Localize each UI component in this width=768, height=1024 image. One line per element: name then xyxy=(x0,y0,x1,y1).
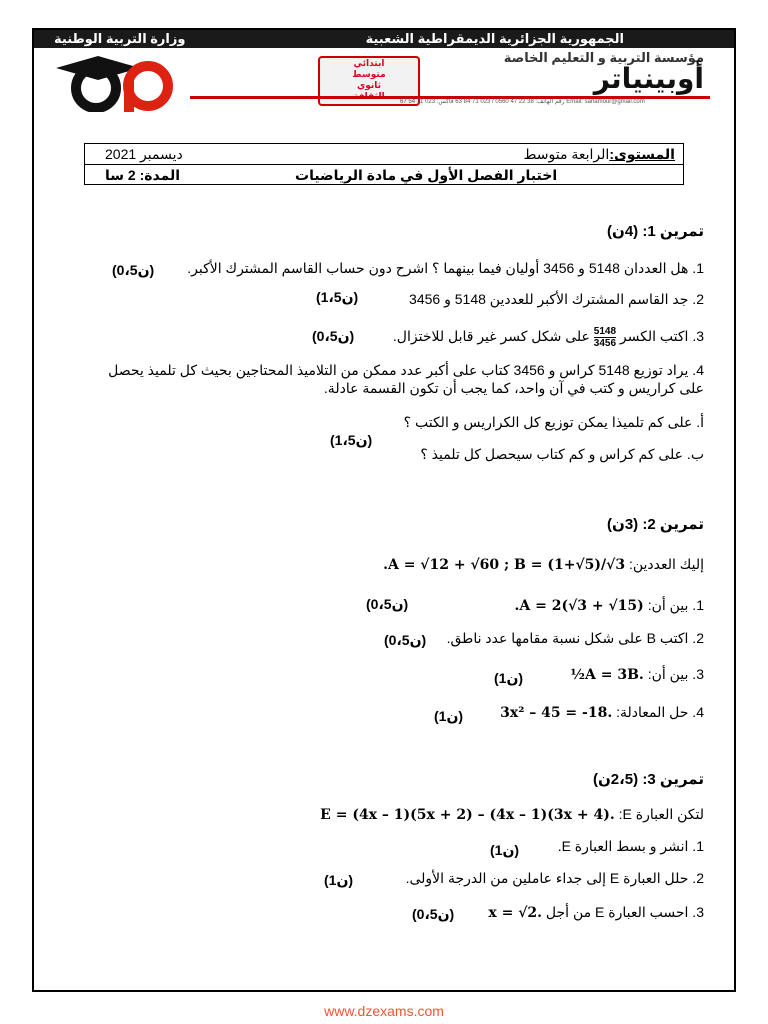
ex1-q3-points: (0،5ن) xyxy=(312,328,355,344)
footer-link[interactable]: www.dzexams.com xyxy=(324,1003,444,1019)
ex2-intro: إليك العددين: .A = √12 + √60 ; B = (1+√5)/√3 xyxy=(383,556,704,573)
ex2-numbers: .A = √12 + √60 ; B = (1+√5)/√3 xyxy=(383,557,626,573)
info-row xyxy=(85,165,683,185)
duration-value: 2 سا xyxy=(105,167,136,183)
school-logo xyxy=(52,50,182,112)
ex1-question-4-line-2: على كراريس و كتب في آن واحد، كما يجب أن تكون القسمة عادلة. xyxy=(323,380,704,396)
contact-info: رقم الهاتف: 38 22 47 0560 / 023 71 84 63 فاكس: 023 71 54 67 Email: sarlamour@gmail.com xyxy=(400,99,645,105)
duration-label: المدة: xyxy=(139,167,181,183)
republic-text: الجمهورية الجزائرية الديمقراطية الشعبية xyxy=(365,31,624,46)
exercise-2-title: تمرين 2: (3ن) xyxy=(607,516,704,533)
badge-line: ابتدائي xyxy=(353,58,385,68)
ex1-question-4b: ب. على كم كراس و كم كتاب سيحصل كل تلميذ ؟ xyxy=(420,446,704,462)
info-row xyxy=(85,144,683,165)
ex2-q1-points: (0،5ن) xyxy=(366,596,409,612)
ex2-q4-points: (1ن) xyxy=(434,708,464,724)
ex1-q2-points: (1،5ن) xyxy=(316,289,359,305)
exercise-3-title: تمرين 3: (2،5ن) xyxy=(592,771,704,788)
ex3-question-1: 1. انشر و بسط العبارة E. xyxy=(557,838,704,854)
school-name: مؤسسة التربية و التعليم الخاصة xyxy=(503,50,704,65)
ex2-question-3: 3. بين أن: ½A = 3B. xyxy=(570,666,704,683)
ex3-q1-points: (1ن) xyxy=(490,842,520,858)
ex1-question-4a: أ. على كم تلميذا يمكن توزيع كل الكراريس و الكتب ؟ xyxy=(403,414,704,430)
ex3-intro: لتكن العبارة E: E = (4x – 1)(5x + 2) – (4x – 1)(3x + 4). xyxy=(320,806,704,823)
ex2-q2-points: (0،5ن) xyxy=(384,632,427,648)
ex1-question-2: 2. جد القاسم المشترك الأكبر للعددين 5148 و 3456 xyxy=(409,291,704,307)
ex1-question-4-line-1: 4. يراد توزيع 5148 كراس و 3456 كتاب على أكبر عدد ممكن من التلاميذ المحتاجين بحيث كل تلميذ يحصل xyxy=(108,362,704,378)
ex3-q2-points: (1ن) xyxy=(324,872,354,888)
ex2-question-1: 1. بين أن: .A = 2(√3 + √15) xyxy=(514,597,704,614)
ex1-question-1: 1. هل العددان 5148 و 3456 أوليان فيما بينهما ؟ اشرح دون حساب القاسم المشترك الأكبر. xyxy=(187,260,704,276)
exam-title: اختبار الفصل الأول في مادة الرياضيات xyxy=(295,167,558,183)
ex3-question-2: 2. حلل العبارة E إلى جداء عاملين من الدرجة الأولى. xyxy=(405,870,704,886)
exercise-1-title: تمرين 1: (4ن) xyxy=(607,223,704,240)
fraction: $\frac{5148}{3456}$ xyxy=(593,326,617,349)
header-bar xyxy=(34,30,734,48)
level-value: الرابعة متوسط xyxy=(523,146,610,162)
ex1-q4-points: (1،5ن) xyxy=(330,432,373,448)
ex3-expression: E = (4x – 1)(5x + 2) – (4x – 1)(3x + 4). xyxy=(320,807,615,823)
ministry-text: وزارة التربية الوطنية xyxy=(54,31,186,46)
exam-info-box xyxy=(84,143,684,185)
ex1-q1-points: (0،5ن) xyxy=(112,262,155,278)
ex2-question-2: 2. اكتب B على شكل نسبة مقامها عدد ناطق. xyxy=(446,630,704,646)
ex1-question-3: 3. اكتب الكسر $\frac{5148}{3456}$ على شكل كسر غير قابل للاختزال. xyxy=(392,326,704,349)
badge-line: ثانوي xyxy=(356,80,382,90)
ex3-question-3: 3. احسب العبارة E من أجل x = √2. xyxy=(488,904,704,921)
ex2-q3-points: (1ن) xyxy=(494,670,524,686)
brand-name: أوبينياتر xyxy=(593,63,704,94)
ex2-question-4: 4. حل المعادلة: 3x² – 45 = -18. xyxy=(500,704,704,721)
level-label: المستوى: xyxy=(609,146,675,162)
exam-date: ديسمبر 2021 xyxy=(105,146,183,162)
badge-line: متوسط xyxy=(352,69,386,79)
ex3-q3-points: (0،5ن) xyxy=(412,906,455,922)
